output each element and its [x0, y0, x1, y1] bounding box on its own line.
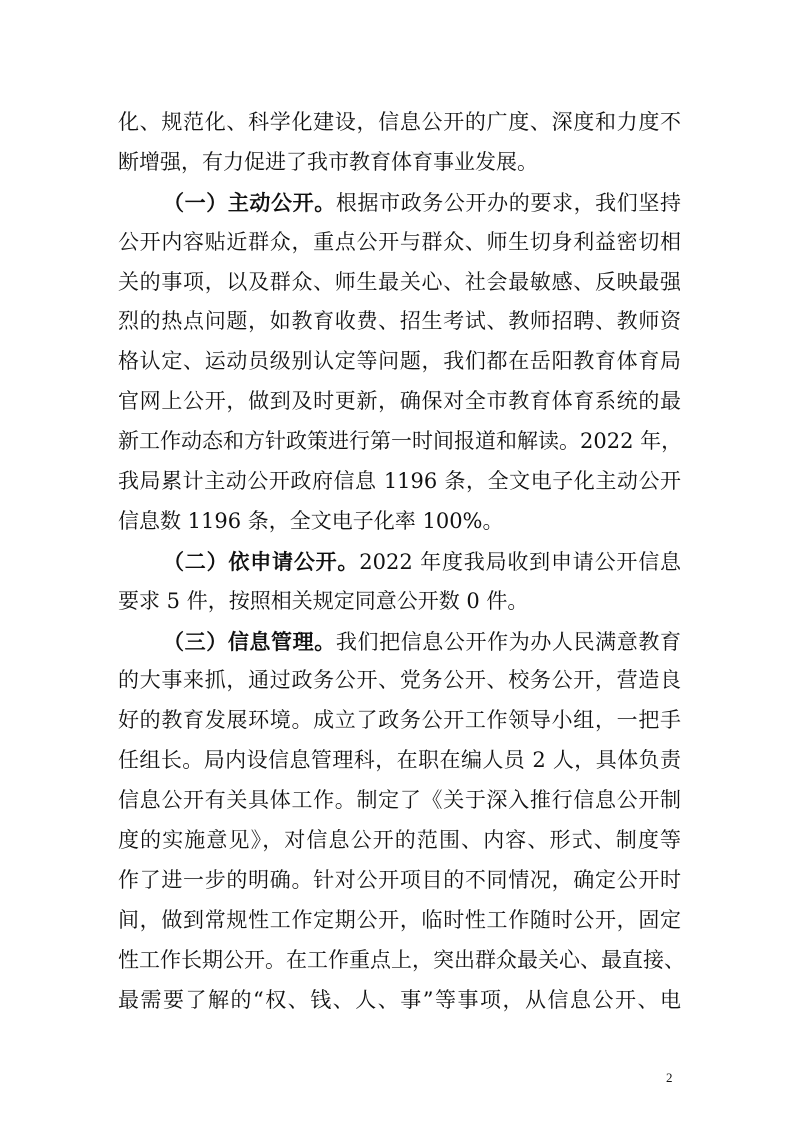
- line-text: 烈的热点问题，如教育收费、招生考试、教师招聘、教师资: [118, 309, 681, 334]
- text-line: [118, 701, 681, 741]
- text-line: [118, 183, 681, 223]
- line-text: 格认定、运动员级别认定等问题，我们都在岳阳教育体育局: [118, 349, 681, 374]
- text-line: [118, 542, 681, 582]
- text-line: [118, 502, 681, 542]
- section-heading: （三）信息管理。: [163, 628, 336, 654]
- line-text: 公开内容贴近群众，重点公开与群众、师生切身利益密切相: [118, 229, 681, 254]
- line-text: 任组长。局内设信息管理科，在职在编人员 2 人，具体负责: [118, 748, 681, 773]
- text-line: [118, 981, 681, 1021]
- line-text: 2022 年度我局收到申请公开信息: [359, 549, 681, 574]
- line-text: 信息数 1196 条，全文电子化率 100%。: [118, 508, 504, 533]
- line-text: 的大事来抓，通过政务公开、党务公开、校务公开，营造良: [118, 668, 681, 693]
- line-text: 好的教育发展环境。成立了政务公开工作领导小组，一把手: [118, 708, 681, 733]
- line-text: 作了进一步的明确。针对公开项目的不同情况，确定公开时: [118, 867, 681, 892]
- text-line: [118, 661, 681, 701]
- text-line: [118, 302, 681, 342]
- page-number: 2: [666, 1070, 673, 1085]
- text-line: [118, 821, 681, 861]
- line-text: 官网上公开，做到及时更新，确保对全市教育体育系统的最: [118, 389, 681, 414]
- line-text: 最需要了解的“权、钱、人、事”等事项，从信息公开、电: [118, 987, 681, 1012]
- text-line: [118, 781, 681, 821]
- section-heading: （一）主动公开。: [163, 189, 336, 215]
- text-line: [118, 941, 685, 981]
- line-text: 度的实施意见》，对信息公开的范围、内容、形式、制度等: [118, 828, 681, 853]
- line-text: 性工作长期公开。在工作重点上，突出群众最关心、最直接、: [118, 947, 685, 972]
- text-line: [118, 422, 681, 462]
- text-line: [118, 103, 681, 143]
- line-text: 间，做到常规性工作定期公开，临时性工作随时公开，固定: [118, 907, 681, 932]
- text-line: [118, 901, 681, 941]
- line-text: 关的事项，以及群众、师生最关心、社会最敏感、反映最强: [118, 269, 681, 294]
- line-text: 我局累计主动公开政府信息 1196 条，全文电子化主动公开: [118, 469, 681, 494]
- line-text: 我们把信息公开作为办人民满意教育: [335, 629, 682, 654]
- text-line: [118, 342, 681, 382]
- text-line: [118, 223, 681, 263]
- line-text: 新工作动态和方针政策进行第一时间报道和解读。2022 年，: [118, 429, 683, 454]
- line-text: 信息公开有关具体工作。制定了《关于深入推行信息公开制: [118, 788, 681, 813]
- text-line: [118, 741, 681, 781]
- line-text: 要求 5 件，按照相关规定同意公开数 0 件。: [118, 588, 529, 613]
- text-line: [118, 263, 681, 303]
- line-text: 化、规范化、科学化建设，信息公开的广度、深度和力度不: [118, 110, 681, 134]
- text-line: [118, 582, 681, 622]
- text-line: [118, 462, 681, 502]
- text-line: [118, 382, 681, 422]
- line-text: 根据市政务公开办的要求，我们坚持: [335, 190, 682, 215]
- section-heading: （二）依申请公开。: [163, 548, 360, 574]
- text-line: [118, 143, 681, 183]
- line-text: 断增强，有力促进了我市教育体育事业发展。: [118, 149, 538, 174]
- text-line: [118, 622, 681, 662]
- text-line: [118, 861, 681, 901]
- document-body: [118, 103, 685, 1020]
